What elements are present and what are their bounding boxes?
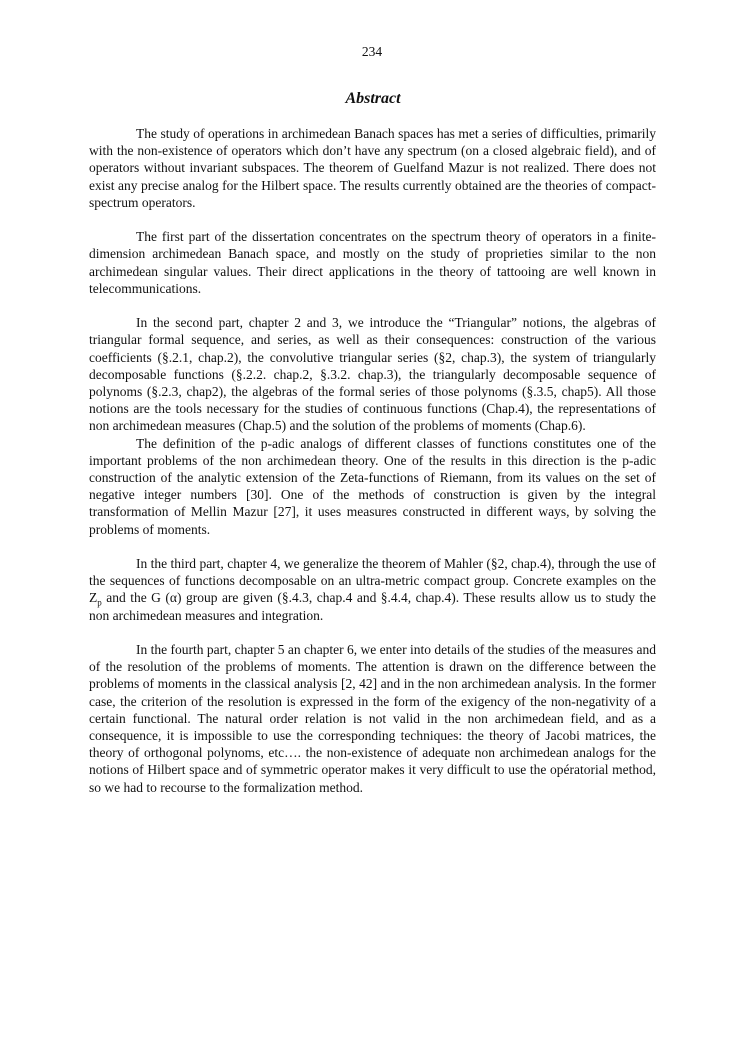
- paragraph-first-part: The first part of the dissertation concentrates on the spectrum theory of operators in a finite-dimension archimedean Banach space, and mostly on the study of proprieties similar to the non archimedean singular values. Their direct applications in the theory of tattooing are well known in telecommunications.: [89, 229, 656, 296]
- zp-subscript: p: [97, 598, 102, 609]
- third-part-text-start: In the third part, chapter 4, we generalize the theorem of Mahler (§2, chap.4), through the use of the sequences of functions decomposable on an ultra-metric compact group. Concrete examples on the Z: [89, 556, 656, 606]
- page-number: 234: [361, 44, 383, 59]
- paragraph-fourth-part: In the fourth part, chapter 5 an chapter 6, we enter into details of the studies of the measures and of the resolution of the problems of moments. The attention is drawn on the difference between the problems of moments in the classical analysis [2, 42] and in the non archimedean analysis. In the former case, the criterion of the resolution is expressed in the form of the exigency of the non-negativity of a certain functional. The natural order relation is not valid in the non archimedean field, and as a consequence, it is impossible to use the corresponding techniques: the theory of Jacobi matrices, the theory of orthogonal polynoms, etc…. the non-existence of adequate non archimedean analogs for the notions of Hilbert space and of symmetric operator makes it very difficult to use the opératorial method, so we had to recourse to the formalization method.: [89, 642, 656, 795]
- paragraph-intro: The study of operations in archimedean Banach spaces has met a series of difficulties, primarily with the non-existence of operators which don’t have any spectrum (on a closed algebraic field), and of operators without invariant subspaces. The theorem of Guelfand Mazur is not realized. There does not exist any precise analog for the Hilbert space. The results currently obtained are the theories of compact-spectrum operators.: [89, 126, 656, 210]
- paragraph-p-adic-analogs: The definition of the p-adic analogs of different classes of functions constitutes one of the important problems of the non archimedean theory. One of the results in this direction is the p-adic construction of the analytic extension of the Zeta-functions of Riemann, from its values on the set of negative integer numbers [30]. One of the methods of construction is given by the integral transformation of Mellin Mazur [27], it uses measures constructed in different ways, by solving the problems of moments.: [89, 435, 656, 537]
- abstract-title: Abstract: [345, 90, 401, 107]
- abstract-body: [89, 125, 656, 796]
- third-part-text-end: and the G (α) group are given (§.4.3, chap.4 and §.4.4, chap.4). These results allow us to study the non archimedean measures and integration.: [89, 590, 656, 623]
- paragraph-second-part: In the second part, chapter 2 and 3, we introduce the “Triangular” notions, the algebras of triangular formal sequence, and series, as well as their consequences: construction of the various coefficients (§.2.1, chap.2), the convolutive triangular series (§2, chap.3), the system of triangularly decomposable functions (§.2.2. chap.2, §.3.2. chap.3), the triangularly decomposable sequence of polynoms (§.2.3, chap2), the algebras of the formal series of those polynoms (§.3.5, chap5). All those notions are the tools necessary for the studies of continuous functions (Chap.4), the representations of non archimedean measures (Chap.5) and the solution of the problems of moments (Chap.6).: [89, 315, 656, 434]
- paragraph-third-part: [89, 555, 656, 624]
